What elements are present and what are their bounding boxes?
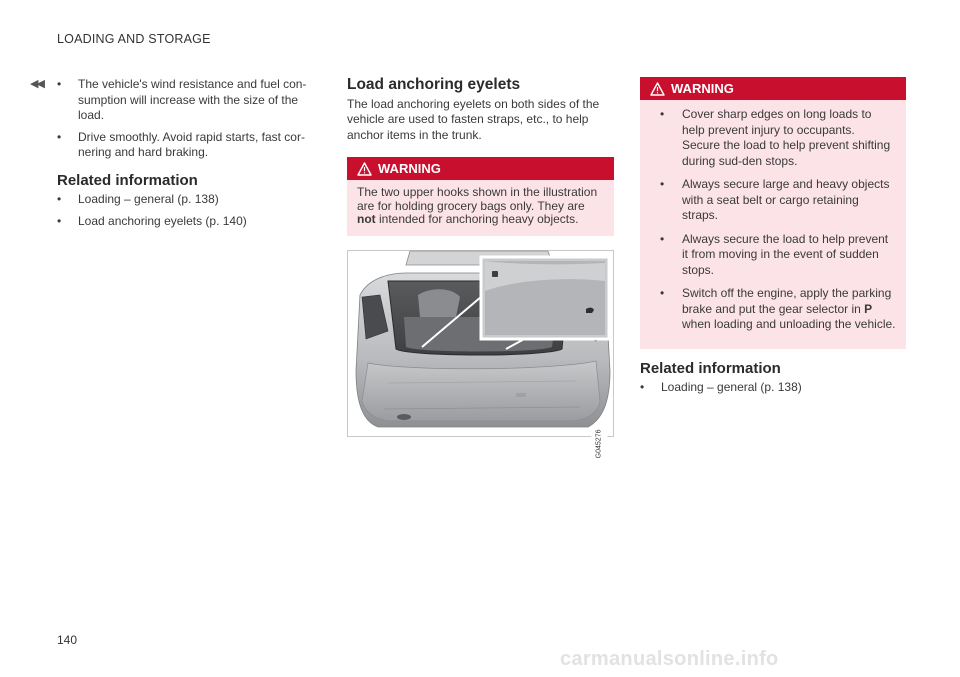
list-item: • Cover sharp edges on long loads to help prevent injury to occupants. Secure the load to help prevent shifting during sud-den stops. [650,107,896,169]
warning-title: WARNING [671,80,734,96]
warning-list [650,107,896,333]
related-information-heading: Related information [57,171,198,189]
page-number: 140 [57,633,78,647]
list-item: • The vehicle's wind resistance and fuel con-sumption will increase with the size of the load. [57,77,312,124]
intro-paragraph: The load anchoring eyelets on both sides of the vehicle are used to fasten straps, etc., to help anchor items in the trunk. [347,96,600,142]
list-item: • Drive smoothly. Avoid rapid starts, fast cor-nering and hard braking. [57,130,312,161]
watermark-text: carmanualsonline.info [560,648,779,670]
related-information-heading: Related information [640,359,781,377]
continued-marker-icon: ◀◀ [30,78,43,90]
car-rear-trunk-image [348,251,613,436]
warning-triangle-icon [357,162,372,176]
related-links-list [57,192,312,229]
column-1 [57,77,312,235]
warning-text [640,100,906,349]
list-item: • Always secure large and heavy objects with a seat belt or cargo retaining straps. [650,177,896,224]
bullet-list [57,77,312,161]
trunk-illustration [347,250,614,459]
warning-header [640,77,906,100]
warning-box [347,157,614,236]
related-link-loading-general[interactable]: • Loading – general (p. 138) [640,380,906,396]
column-3 [640,77,906,402]
warning-box [640,77,906,349]
warning-header [347,157,614,180]
list-item: • Always secure the load to help prevent it from moving in the event of sudden stops. [650,232,896,279]
section-heading: Load anchoring eyelets [347,76,521,93]
list-item: • Switch off the engine, apply the parking brake and put the gear selector in P when loading and unloading the vehicle. [650,286,896,333]
related-link-loading-general[interactable]: • Loading – general (p. 138) [57,192,312,208]
page-section-title: LOADING AND STORAGE [57,32,211,46]
warning-title: WARNING [378,160,441,176]
figure-code: G045276 [592,428,608,461]
gear-selector-label: P [864,301,873,316]
warning-text: The two upper hooks shown in the illustration are for holding grocery bags only. They are not intended for anchoring heavy objects. [357,185,598,226]
warning-triangle-icon [650,82,665,96]
emphasis-text: not [357,212,376,226]
related-links-list [640,380,906,396]
column-2 [347,76,614,459]
related-link-load-anchoring-eyelets[interactable]: • Load anchoring eyelets (p. 140) [57,214,312,230]
